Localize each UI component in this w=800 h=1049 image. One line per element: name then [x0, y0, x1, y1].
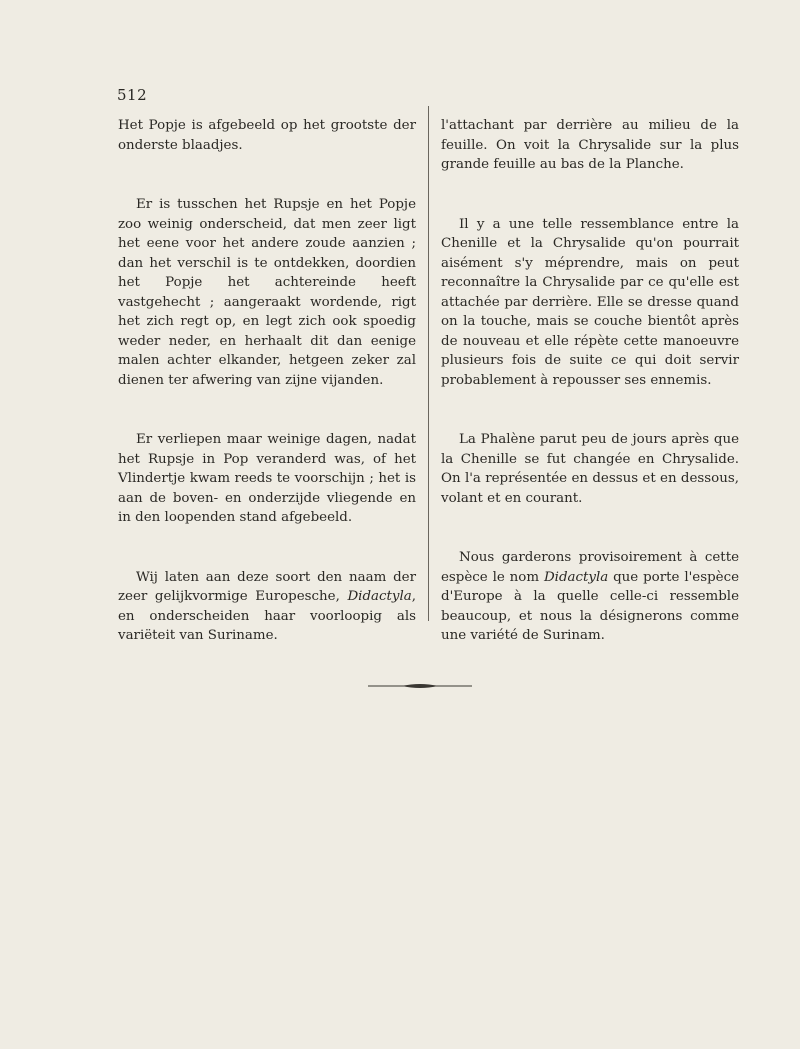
french-paragraph-4-text-b: que porte l'espèce d'Europe à la quelle celle-ci ressemble beaucoup, et nous la désignerons comme une variété de Surinam. [441, 569, 739, 643]
dutch-paragraph-4 [118, 568, 416, 646]
french-column [441, 116, 739, 646]
dutch-species-name: Didactyla [347, 589, 412, 604]
dutch-paragraph-3: Er verliepen maar weinige dagen, nadat het Rupsje in Pop veranderd was, of het Vlindertje kwam reeds te voorschijn ; het is aan de boven- en onderzijde vliegende en in den loopenden stand afgebeeld. [118, 432, 416, 525]
french-paragraph-2: Il y a une telle ressemblance entre la Chenille et la Chrysalide qu'on pourrait aisément s'y méprendre, mais on peut reconnaître la Chrysalide par ce qu'elle est attachée par derrière. Elle se dresse quand on la touche, mais se couche bientôt après de nouveau et elle répète cette manoeuvre plusieurs fois de suite ce qui doit servir probablement à repousser ses ennemis. [441, 216, 739, 388]
dutch-column [118, 116, 416, 646]
end-ornament [368, 683, 472, 689]
page-number: 512 [117, 86, 148, 104]
french-paragraph-1: l'attachant par derrière au milieu de la feuille. On voit la Chrysalide sur la plus grande feuille au bas de la Planche. [441, 118, 739, 172]
dutch-paragraph-2: Er is tusschen het Rupsje en het Popje zoo weinig onderscheid, dat men zeer ligt het eene voor het andere zoude aanzien ; dan het verschil is te ontdekken, doordien het Popje het achtereinde heeft vastgehecht ; aangeraakt wordende, rigt het zich regt op, en legt zich ook spoedig weder neder, en herhaalt dit dan eenige malen achter elkander, hetgeen zeker zal dienen ter afwering van zijne vijanden. [118, 197, 416, 388]
column-divider [428, 106, 429, 621]
french-paragraph-3: La Phalène parut peu de jours après que la Chenille se fut changée en Chrysalide. On l'a représentée en dessus et en dessous, volant et en courant. [441, 432, 739, 506]
dutch-paragraph-4-text-a: Wij laten aan deze soort den naam der zeer gelijkvormige Europesche, [118, 569, 416, 604]
dutch-paragraph-4-text-b: , en onderscheiden haar voorloopig als variëteit van Suriname. [118, 589, 416, 643]
french-species-name: Didactyla [543, 569, 609, 585]
dutch-paragraph-1: Het Popje is afgebeeld op het grootste der onderste blaadjes. [118, 118, 416, 153]
french-paragraph-4 [441, 548, 739, 646]
french-paragraph-4-text-a: Nous garderons provisoirement à cette espèce le nom [441, 550, 739, 585]
